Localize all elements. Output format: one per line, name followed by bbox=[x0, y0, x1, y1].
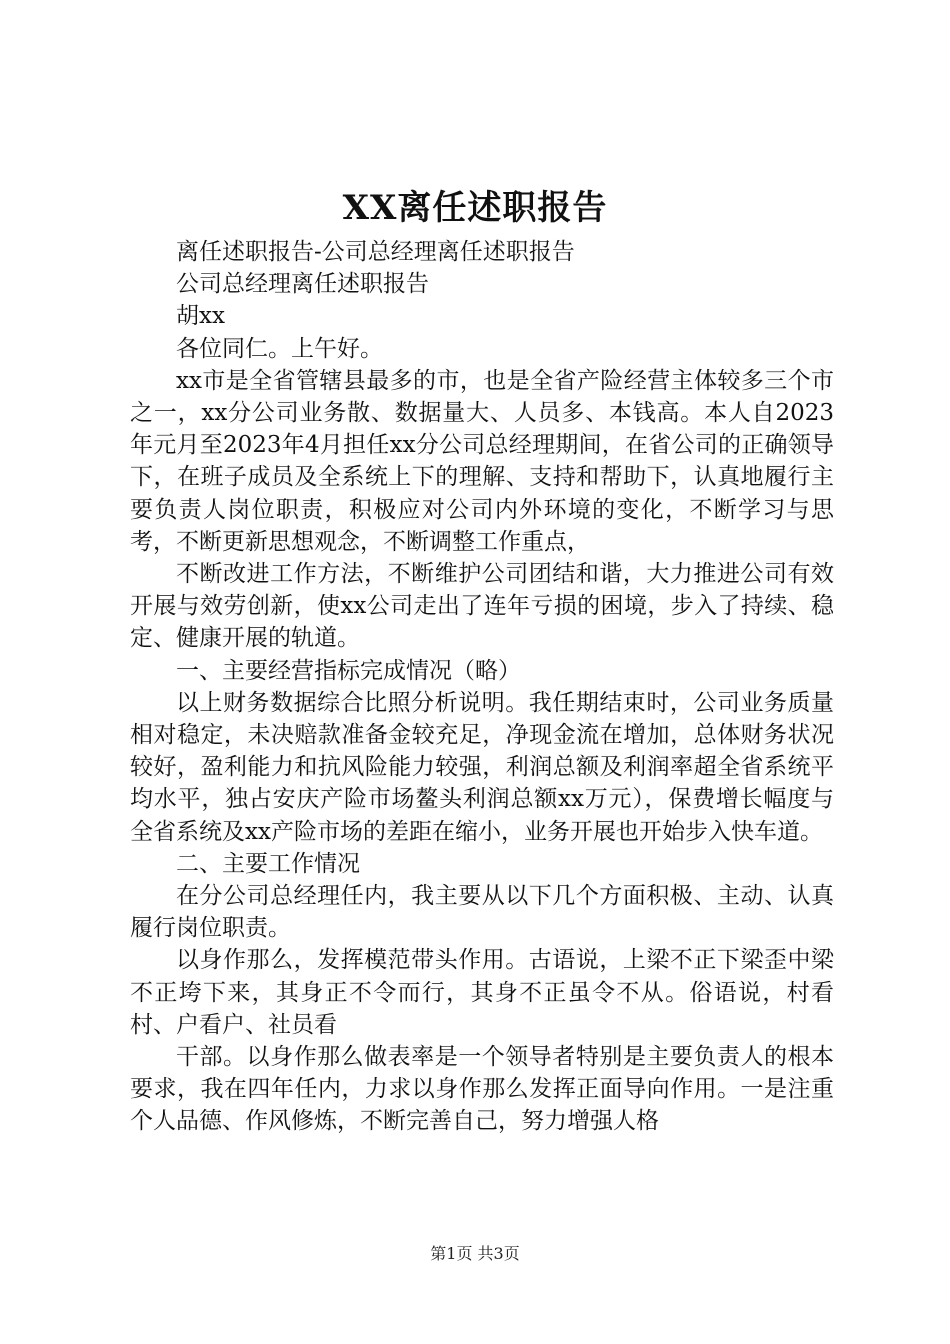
paragraph-heading: 公司总经理离任述职报告 bbox=[176, 271, 429, 298]
document-title: XX离任述职报告 bbox=[342, 188, 608, 228]
paragraph: xx市是全省管辖县最多的市，也是全省产险经营主体较多三个市之一，xx分公司业务散、数据量大、人员多、本钱高。本人自2023年元月至2023年4月担任xx分公司总经理期间，在省公司的正确领导下，在班子成员及全系统上下的理解、支持和帮助下，认真地履行主要负责人岗位职责，积极应对公司内外环境的变化，不断学习与思考，不断更新思想观念，不断调整工作重点， bbox=[130, 367, 834, 555]
section-heading: 一、主要经营指标完成情况（略） bbox=[176, 657, 521, 684]
paragraph: 干部。以身作那么做表率是一个领导者特别是主要负责人的根本要求，我在四年任内，力求以身作那么发挥正面导向作用。一是注重个人品德、作风修炼，不断完善自己，努力增强人格 bbox=[130, 1044, 834, 1135]
paragraph-greeting: 各位同仁。上午好。 bbox=[176, 335, 383, 362]
paragraph: 以上财务数据综合比照分析说明。我任期结束时，公司业务质量相对稳定，未决赔款准备金较充足，净现金流在增加，总体财务状况较好，盈利能力和抗风险能力较强，利润总额及利润率超全省系统平均水平，独占安庆产险市场鳌头利润总额xx万元），保费增长幅度与全省系统及xx产险市场的差距在缩小，业务开展也开始步入快车道。 bbox=[130, 689, 834, 845]
paragraph-subtitle: 离任述职报告-公司总经理离任述职报告 bbox=[176, 239, 575, 265]
paragraph: 以身作那么，发挥模范带头作用。古语说，上梁不正下梁歪中梁不正垮下来，其身正不令而行，其身不正虽令不从。俗语说，村看村、户看户、社员看 bbox=[130, 947, 834, 1038]
document-body bbox=[130, 236, 834, 1138]
paragraph-author: 胡xx bbox=[176, 303, 225, 330]
page-footer: 第1页 共3页 bbox=[430, 1244, 520, 1263]
section-heading: 二、主要工作情况 bbox=[176, 850, 360, 877]
paragraph: 不断改进工作方法，不断维护公司团结和谐，大力推进公司有效开展与效劳创新，使xx公司走出了连年亏损的困境，步入了持续、稳定、健康开展的轨道。 bbox=[130, 561, 834, 652]
paragraph: 在分公司总经理任内，我主要从以下几个方面积极、主动、认真履行岗位职责。 bbox=[130, 883, 834, 942]
